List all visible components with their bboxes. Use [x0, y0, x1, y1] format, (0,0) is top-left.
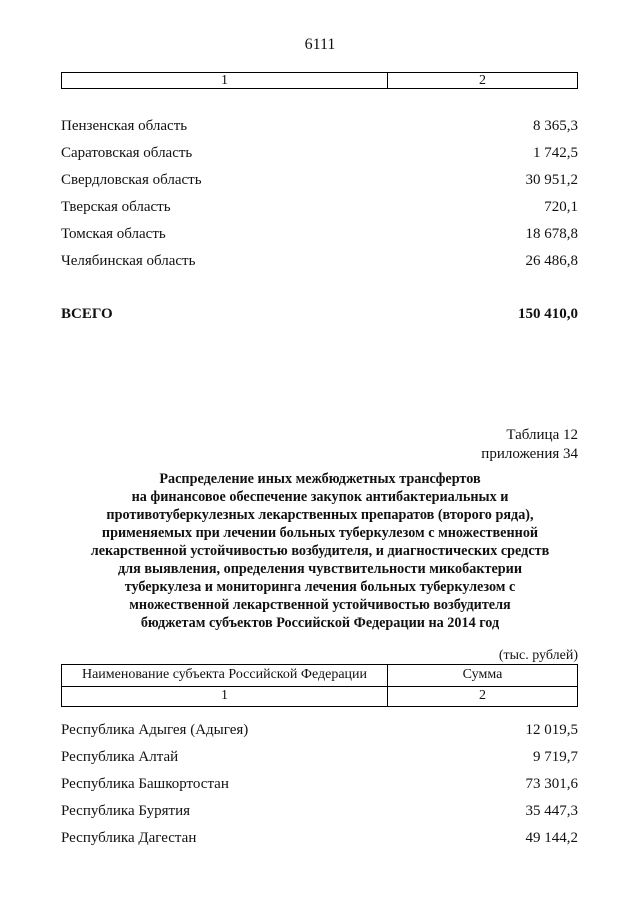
- table2-col2-number: 2: [479, 688, 486, 703]
- subject-name: Республика Алтай: [61, 749, 179, 765]
- heading-line: на финансовое обеспечение закупок антибактериальных и: [131, 489, 509, 505]
- region-amount: 18 678,8: [525, 226, 578, 242]
- table2-header-numbers: [62, 686, 577, 706]
- table-number: Таблица 12: [506, 427, 578, 443]
- table-row: [61, 828, 578, 855]
- heading-line: Распределение иных межбюджетных трансфертов: [159, 471, 481, 487]
- total-amount: 150 410,0: [518, 306, 578, 322]
- table2-col1-number: 1: [62, 687, 388, 706]
- region-amount: 30 951,2: [525, 172, 578, 188]
- region-name: Саратовская область: [61, 145, 193, 161]
- subject-amount: 12 019,5: [525, 722, 578, 738]
- top-table-rows: [61, 116, 578, 278]
- region-amount: 1 742,5: [533, 145, 578, 161]
- top-table-col2-number: 2: [479, 73, 486, 88]
- region-name: Пензенская область: [61, 118, 188, 134]
- total-row: [61, 306, 578, 323]
- subject-name: Республика Дагестан: [61, 830, 197, 846]
- table-row: [61, 774, 578, 801]
- table-caption: [481, 426, 578, 464]
- heading-line: лекарственной устойчивостью возбудителя, и диагностических средств: [90, 543, 550, 559]
- region-name: Тверская область: [61, 199, 171, 215]
- region-name: Томская область: [61, 226, 166, 242]
- heading-line: противотуберкулезных лекарственных препаратов (второго ряда),: [106, 507, 534, 523]
- subject-amount: 9 719,7: [533, 749, 578, 765]
- table-row: [61, 197, 578, 224]
- table2-header-titles: [62, 665, 577, 686]
- subject-amount: 73 301,6: [525, 776, 578, 792]
- appendix-number: приложения 34: [481, 446, 578, 462]
- table-heading: [50, 470, 590, 632]
- table-row: [61, 720, 578, 747]
- subject-name: Республика Адыгея (Адыгея): [61, 722, 249, 738]
- subject-name: Республика Бурятия: [61, 803, 191, 819]
- region-amount: 720,1: [544, 199, 578, 215]
- table-row: [61, 251, 578, 278]
- table2-rows: [61, 720, 578, 855]
- table-row: [61, 116, 578, 143]
- units-note: (тыс. рублей): [498, 648, 578, 663]
- table-row: [61, 801, 578, 828]
- subject-amount: 35 447,3: [525, 803, 578, 819]
- total-label: ВСЕГО: [61, 306, 113, 322]
- header-sum: Сумма: [462, 667, 503, 682]
- header-subject-name: Наименование субъекта Российской Федерации: [62, 665, 388, 686]
- region-name: Челябинская область: [61, 253, 196, 269]
- subject-name: Республика Башкортостан: [61, 776, 229, 792]
- heading-line: множественной лекарственной устойчивостью возбудителя: [129, 597, 511, 613]
- region-name: Свердловская область: [61, 172, 202, 188]
- heading-line: туберкулеза и мониторинга лечения больных туберкулезом с: [124, 579, 516, 595]
- region-amount: 26 486,8: [525, 253, 578, 269]
- region-amount: 8 365,3: [533, 118, 578, 134]
- page-number: 6111: [304, 36, 336, 53]
- top-table-column-numbers: [61, 72, 578, 89]
- table-row: [61, 143, 578, 170]
- top-table-col1-number: 1: [62, 73, 388, 88]
- table2-header: [61, 664, 578, 707]
- subject-amount: 49 144,2: [525, 830, 578, 846]
- table-row: [61, 170, 578, 197]
- table-row: [61, 224, 578, 251]
- heading-line: для выявления, определения чувствительности микобактерии: [118, 561, 522, 577]
- heading-line: бюджетам субъектов Российской Федерации на 2014 год: [140, 615, 500, 631]
- heading-line: применяемых при лечении больных туберкулезом с множественной: [101, 525, 539, 541]
- table-row: [61, 747, 578, 774]
